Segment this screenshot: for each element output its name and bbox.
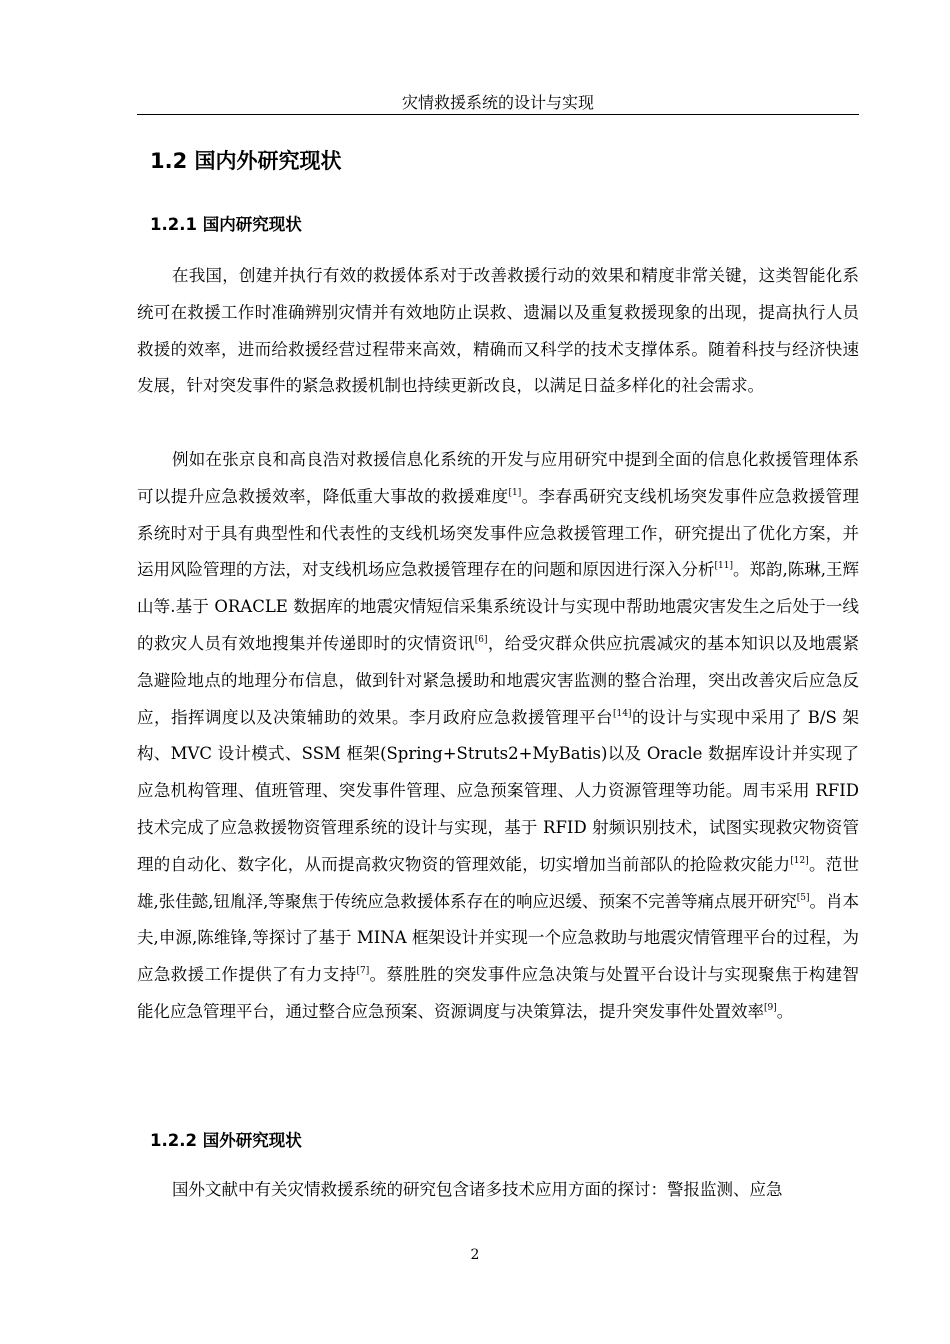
paragraph-2 (137, 442, 859, 1031)
citation-11: [11] (714, 561, 733, 572)
page-number: 2 (470, 1247, 480, 1263)
citation-5: [5] (796, 892, 810, 903)
citation-7: [7] (356, 966, 370, 977)
paragraph-3: 国外文献中有关灾情救援系统的研究包含诸多技术应用方面的探讨：警报监测、应急 (172, 1180, 783, 1199)
citation-14: [14] (613, 708, 632, 719)
subsection-title: 国内研究现状 (202, 215, 302, 234)
paragraph-2-text: 。蔡胜胜的突发事件应急决策与处置平台设计与实现聚焦于构建智能化应急管理平台，通过整合应急预案、资源调度与决策算法，提升突发事件处置效率 (137, 965, 860, 1021)
paragraph-2-text: 。 (776, 1001, 794, 1021)
paragraph-2-text: 。范世雄,张佳懿,钮胤泽,等聚焦于传统应急救援体系存在的响应迟缓、预案不完善等痛点展开研究 (137, 854, 860, 911)
section-number: 1.2 (150, 149, 188, 173)
citation-1: [1] (508, 487, 522, 498)
citation-6: [6] (474, 634, 488, 645)
citation-12: [12] (790, 855, 809, 866)
section-title: 国内外研究现状 (194, 149, 342, 173)
citation-9: [9] (764, 1002, 777, 1013)
header-rule (137, 114, 859, 115)
paragraph-2-text: 。郑韵,陈琳,王辉山等.基于 ORACLE 数据库的地震灾情短信采集系统设计与实现中帮助地震灾害发生之后处于一线的救灾人员有效地搜集并传递即时的灾情资讯 (137, 560, 859, 653)
subsection-heading-domestic (150, 213, 302, 237)
section-heading (150, 146, 342, 176)
subsection-heading-foreign (150, 1129, 302, 1153)
subsection-number: 1.2.1 (150, 215, 197, 234)
paragraph-2-text: 例如在张京良和高良浩对救援信息化系统的开发与应用研究中提到全面的信息化救援管理体系可以提升应急救援效率，降低重大事故的救援难度 (137, 450, 859, 506)
paragraph-2-text: 。李春禹研究支线机场突发事件应急救援管理系统时对于具有典型性和代表性的支线机场突发事件应急救援管理工作，研究提出了优化方案，并运用风险管理的方法，对支线机场应急救援管理存在的问题和原因进行深入分析 (137, 486, 860, 580)
subsection-title: 国外研究现状 (202, 1131, 302, 1150)
paragraph-1: 在我国，创建并执行有效的救援体系对于改善救援行动的效果和精度非常关键，这类智能化系统可在救援工作时准确辨别灾情并有效地防止误救、遗漏以及重复救援现象的出现，提高执行人员救援的效率，进而给救援经营过程带来高效，精确而又科学的技术支撑体系。随着科技与经济快速发展，针对突发事件的紧急救援机制也持续更新改良，以满足日益多样化的社会需求。 (137, 266, 859, 396)
paragraph-2-text: 。肖本夫,申源,陈维锋,等探讨了基于 MINA 框架设计并实现一个应急救助与地震灾情管理平台的过程，为应急救援工作提供了有力支持 (137, 891, 859, 985)
running-header: 灾情救援系统的设计与实现 (401, 93, 594, 112)
paragraph-2-text: ，给受灾群众供应抗震减灾的基本知识以及地震紧急避险地点的地理分布信息，做到针对紧急援助和地震灾害监测的整合治理，突出改善灾后应急反应，指挥调度以及决策辅助的效果。李月政府应急救援管理平台 (137, 633, 860, 727)
paragraph-2-text: 的设计与实现中采用了 B/S 架构、MVC 设计模式、SSM 框架(Spring+Struts2+MyBatis)以及 Oracle 数据库设计并实现了应急机构管理、值班管理、突发事件管理、应急预案管理、人力资源管理等功能。周韦采用 RFID 技术完成了应急救援物资管理系统的设计与实现，基于 RFID 射频识别技术，试图实现救灾物资管理的自动化、数字化，从而提高救灾物资的管理效能，切实增加当前部队的抢险救灾能力 (137, 707, 860, 874)
subsection-number: 1.2.2 (150, 1131, 197, 1150)
